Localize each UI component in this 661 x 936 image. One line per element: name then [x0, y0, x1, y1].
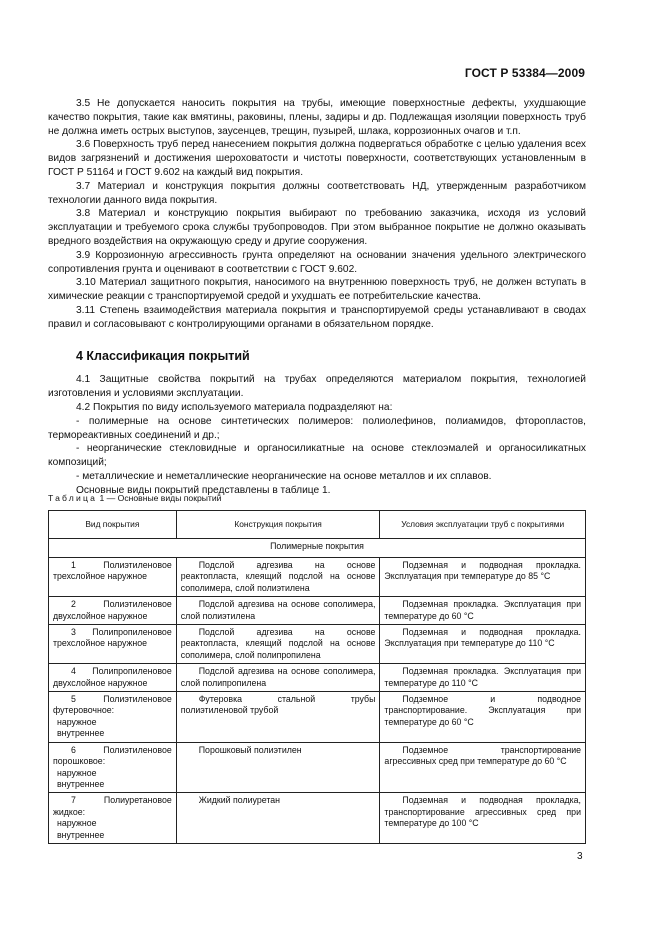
column-header: Конструкция покрытия	[176, 511, 380, 539]
paragraph-table-ref: Основные виды покрытий представлены в таблице 1.	[76, 484, 331, 496]
section-heading: 4 Классификация покрытий	[76, 348, 250, 363]
paragraph-3-9: 3.9 Коррозионную агрессивность грунта определяют на основании значения удельного электрического сопротивления грунта и оценивают в соответствии с ГОСТ 9.602.	[48, 249, 586, 275]
coating-construction: Футеровка стальной трубы полиэтиленовой трубой	[180, 694, 376, 716]
page-number: 3	[577, 851, 583, 862]
coating-construction: Подслой адгезива на основе реактопласта, клеящий подслой на основе сополимера, слой полипропилена	[180, 627, 376, 660]
paragraph-4-1: 4.1 Защитные свойства покрытий на трубах определяются материалом покрытия, технологией изготовления и условиями эксплуатации.	[48, 374, 586, 400]
paragraph-3-5: 3.5 Не допускается наносить покрытия на трубы, имеющие поверхностные дефекты, ухудшающие качество покрытия, такие как вмятины, раковины, плены, задиры и др. Подлежащая изоляции поверхность труб не должна иметь острых выступов, заусенцев, трещин, пузырей, шлака, коррозионных очагов и т.п.	[48, 98, 586, 137]
coating-construction: Подслой адгезива на основе сополимера, слой полипропилена	[180, 666, 376, 688]
coating-kind: 2 Полиэтиленовое двухслойное наружное	[53, 599, 172, 621]
coating-kind: 7 Полиуретановое жидкое:	[53, 795, 172, 817]
coating-kind: 6 Полиэтиленовое порошковое:	[53, 744, 172, 767]
coating-conditions: Подземная и подводная прокладка. Эксплуатация при температуре до 85 °С	[384, 560, 581, 582]
paragraph-3-11: 3.11 Степень взаимодействия материала покрытия и транспортируемой среды устанавливают в сводах правил и согласовывают с контролирующими органами в обязательном порядке.	[48, 304, 586, 330]
coating-kind: 5 Полиэтиленовое футеровочное:	[53, 694, 172, 716]
table-row	[49, 664, 586, 692]
body-text	[48, 97, 586, 498]
coating-construction: Подслой адгезива на основе реактопласта, клеящий подслой на основе сополимера, слой полиэтилена	[180, 560, 376, 593]
table-header-row	[49, 511, 586, 539]
coating-kind: 3 Полипропиленовое трехслойное наружное	[53, 627, 172, 649]
coating-kind-sub: внутреннее	[57, 728, 105, 739]
coating-kind: 1 Полиэтиленовое трехслойное наружное	[53, 560, 172, 582]
table-caption-text: 1 — Основные виды покрытий	[99, 493, 222, 503]
column-header: Вид покрытия	[49, 511, 177, 539]
coating-construction: Подслой адгезива на основе сополимера, слой полиэтилена	[180, 599, 376, 621]
coating-kind-sub: внутреннее	[57, 778, 105, 789]
coating-kind-sub: наружное	[57, 767, 97, 778]
coating-kind-sub: наружное	[57, 818, 97, 829]
table-row	[49, 597, 586, 625]
table-section-row	[49, 539, 586, 558]
table-row	[49, 625, 586, 664]
coating-conditions: Подземная и подводная прокладка. Эксплуатация при температуре до 110 °С	[384, 627, 581, 649]
list-item: - металлические и неметаллические неорганические на основе металлов и их сплавов.	[76, 470, 492, 482]
paragraph-3-6: 3.6 Поверхность труб перед нанесением покрытия должна подвергаться обработке с целью удаления всех видов загрязнений и достижения шероховатости и чистоты поверхности, соответствующих установленным в ГОСТ Р 51164 и ГОСТ 9.602 на каждый вид покрытия.	[48, 139, 586, 178]
coating-conditions: Подземная прокладка. Эксплуатация при температуре до 60 °С	[384, 599, 581, 621]
paragraph-3-8: 3.8 Материал и конструкцию покрытия выбирают по требованию заказчика, исходя из условий эксплуатации и требуемого срока службы трубопроводов. При этом выбранное покрытие не должно оказывать вредного воздействия на окружающую среду и другие сооружения.	[48, 208, 586, 247]
coating-kind-sub: внутреннее	[57, 829, 105, 840]
list-item: - полимерные на основе синтетических полимеров: полиолефинов, полиамидов, фторопластов, термореактивных соединений и др.;	[48, 415, 586, 441]
table-row	[49, 793, 586, 844]
table-caption	[48, 493, 221, 503]
coating-construction: Жидкий полиуретан	[198, 795, 281, 806]
table-row	[49, 558, 586, 597]
paragraph-4-2: 4.2 Покрытия по виду используемого материала подразделяют на:	[76, 401, 393, 413]
coating-kind: 4 Полипропиленовое двухслойное наружное	[53, 666, 172, 688]
coating-conditions: Подземное транспортирование агрессивных сред при температуре до 60 °С	[384, 744, 581, 767]
table-row	[49, 742, 586, 793]
coating-conditions: Подземное и подводное транспортирование. Эксплуатация при температуре до 60 °С	[384, 694, 581, 727]
column-header: Условия эксплуатации труб с покрытиями	[380, 511, 586, 539]
coatings-table	[48, 510, 586, 844]
table-row	[49, 692, 586, 743]
document-id: ГОСТ Р 53384—2009	[464, 66, 585, 80]
coating-conditions: Подземная и подводная прокладка, транспортирование агрессивных сред при температуре до 100 °С	[384, 795, 581, 829]
list-item: - неорганические стекловидные и органосиликатные на основе стеклоэмалей и органосиликатных композиций;	[48, 443, 586, 469]
table-section-title: Полимерные покрытия	[49, 539, 586, 558]
table-caption-prefix: Таблица	[48, 493, 98, 503]
coating-kind-sub: наружное	[57, 716, 97, 727]
paragraph-3-7: 3.7 Материал и конструкция покрытия должны соответствовать НД, утвержденным разработчиком технологии данного вида покрытия.	[48, 180, 586, 206]
coating-conditions: Подземная прокладка. Эксплуатация при температуре до 110 °С	[384, 666, 581, 688]
coating-construction: Порошковый полиэтилен	[198, 744, 302, 755]
paragraph-3-10: 3.10 Материал защитного покрытия, наносимого на внутреннюю поверхность труб, не должен вступать в химические реакции с транспортируемой средой и ухудшать ее потребительские качества.	[48, 277, 586, 303]
